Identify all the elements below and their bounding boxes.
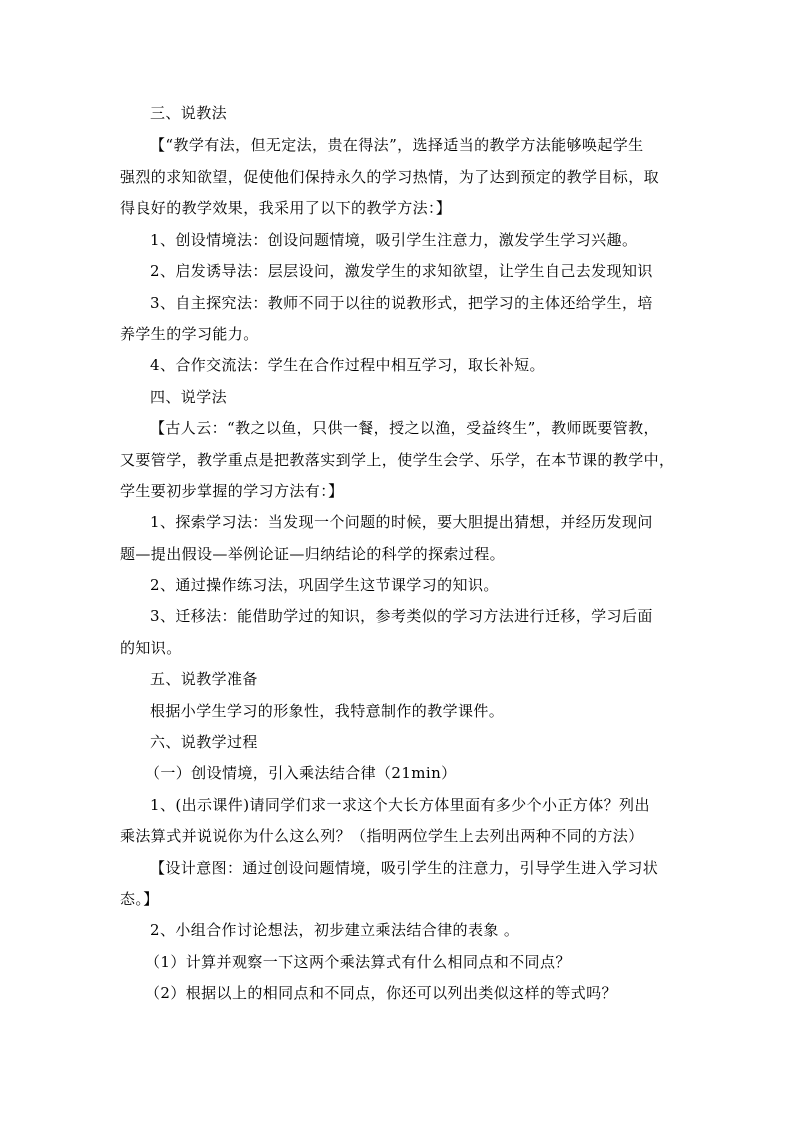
paragraph-line: 根据小学生学习的形象性，我特意制作的教学课件。 [150,702,505,720]
list-item-continuation: 乘法算式并说说你为什么这么列？（指明两位学生上去列出两种不同的方法） [120,827,644,845]
paragraph-line: 【古人云：“教之以鱼，只供一餐，授之以渔，受益终生”，教师既要管教， [150,419,659,437]
list-item-continuation: 养学生的学习能力。 [120,325,259,343]
sub-question: （1）计算并观察一下这两个乘法算式有什么相同点和不同点？ [145,953,571,971]
list-item: 1、创设情境法：创设问题情境，吸引学生注意力，激发学生学习兴趣。 [150,231,638,249]
paragraph-line: 学生要初步掌握的学习方法有：】 [120,482,344,500]
sub-question: （2）根据以上的相同点和不同点，你还可以列出类似这样的等式吗？ [145,984,617,1002]
paragraph-line: 又要管学，教学重点是把教落实到学上，使学生会学、乐学，在本节课的教学中， [120,451,675,469]
list-item: 3、自主探究法：教师不同于以往的说教形式，把学习的主体还给学生，培 [150,294,653,312]
list-item: 1、(出示课件)请同学们求一求这个大长方体里面有多少个小正方体？列出 [150,796,650,814]
list-item: 3、迁移法：能借助学过的知识，参考类似的学习方法进行迁移，学习后面 [150,607,653,625]
paragraph-line: 【“教学有法，但无定法，贵在得法”，选择适当的教学方法能够唤起学生 [150,136,644,154]
paragraph-line: 得良好的教学效果，我采用了以下的教学方法：】 [120,199,452,217]
heading-learning-method: 四、说学法 [150,388,228,406]
list-item: 4、合作交流法：学生在合作过程中相互学习，取长补短。 [150,356,545,374]
heading-teaching-process: 六、说教学过程 [150,733,258,751]
design-intent-continuation: 态。】 [120,890,159,908]
list-item-continuation: 题—提出假设—举例论证—归纳结论的科学的探索过程。 [120,545,506,563]
subheading-section-1: （一）创设情境，引入乘法结合律（21min） [145,764,457,782]
list-item-continuation: 的知识。 [120,639,182,657]
heading-teaching-method: 三、说教法 [150,104,228,122]
heading-preparation: 五、说教学准备 [150,670,258,688]
paragraph-line: 强烈的求知欲望，促使他们保持永久的学习热情，为了达到预定的教学目标，取 [120,168,660,186]
list-item: 2、启发诱导法：层层设问，激发学生的求知欲望，让学生自己去发现知识 [150,262,653,280]
list-item: 1、探索学习法：当发现一个问题的时候，要大胆提出猜想，并经历发现问 [150,513,653,531]
design-intent-note: 【设计意图：通过创设问题情境，吸引学生的注意力，引导学生进入学习状 [150,859,659,877]
list-item: 2、小组合作讨论想法，初步建立乘法结合律的表象 。 [150,921,520,939]
list-item: 2、通过操作练习法，巩固学生这节课学习的知识。 [150,576,499,594]
